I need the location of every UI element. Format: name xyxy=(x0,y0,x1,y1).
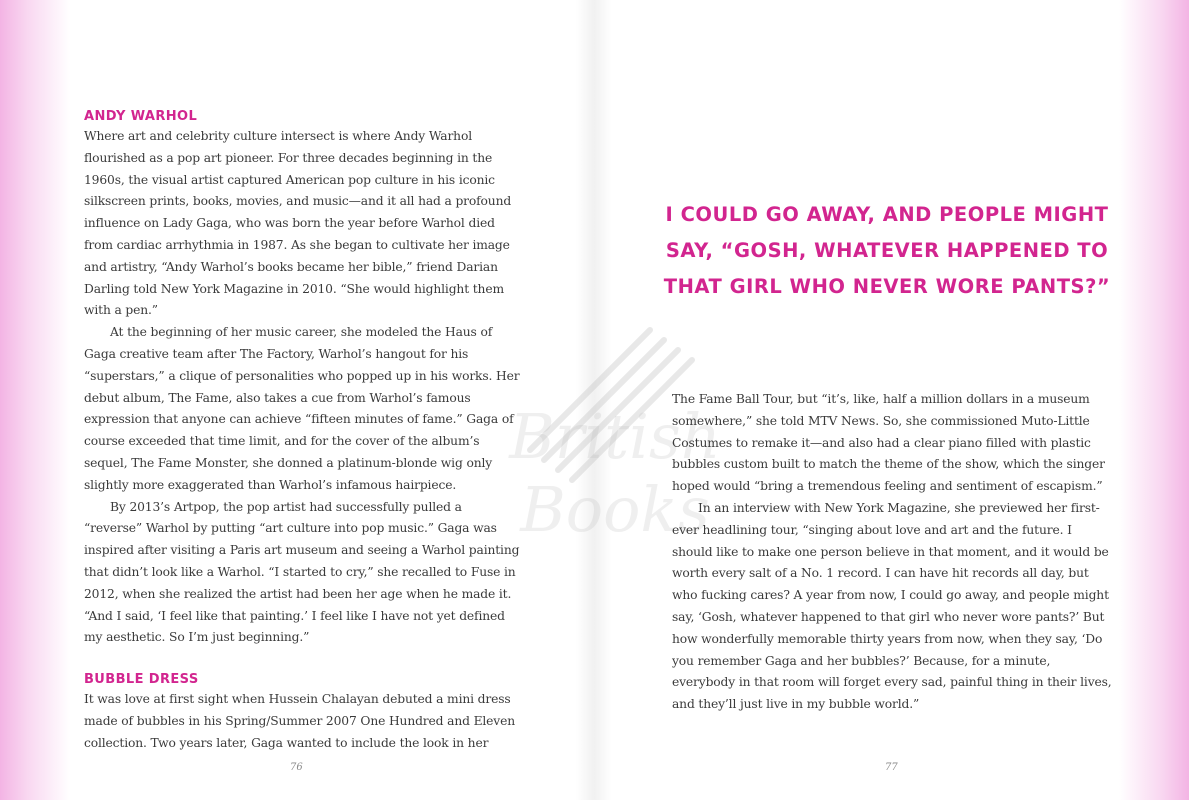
section-heading-bubble-dress: BUBBLE DRESS xyxy=(84,672,199,688)
paragraph: Where art and celebrity culture intersect is where Andy Warhol flourished as a pop art pioneer. For three decades beginning in the 1960s, the visual artist captured American pop culture in his iconic silkscreen prints, books, movies, and music—and it all had a profound influence on Lady Gaga, who was born the year before Warhol died from cardiac arrhythmia in 1987. As she began to cultivate her image and artistry, “Andy Warhol’s books became her bible,” friend Darian Darling told New York Magazine in 2010. “She would highlight them with a pen.” xyxy=(84,129,512,318)
right-page-column xyxy=(672,389,1112,716)
watermark-text: British Books xyxy=(509,400,721,546)
paragraph: In an interview with New York Magazine, she previewed her first-ever headlining tour, “singing about love and art and the future. I should like to make one person believe in that moment, and it would be worth every salt of a No. 1 record. I can have hit records all day, but who fucking cares? A year from now, I could go away, and people might say, ‘Gosh, whatever happened to that girl who never wore pants?’ But how wonderfully memorable thirty years from now, when they say, ‘Do you remember Gaga and her bubbles?’ Because, for a minute, everybody in that room will forget every sad, painful thing in their lives, and they’ll just live in my bubble world.” xyxy=(672,500,1112,712)
page-edge-right xyxy=(1119,0,1189,800)
paragraph: It was love at first sight when Hussein Chalayan debuted a mini dress made of bubbles in his Spring/Summer 2007 One Hundred and Eleven collection. Two years later, Gaga wanted to include the look in her xyxy=(84,692,516,750)
paragraph: At the beginning of her music career, she modeled the Haus of Gaga creative team after The Factory, Warhol’s hangout for his “superstars,” a clique of personalities who popped up in his works. Her debut album, The Fame, also takes a cue from Warhol’s famous expression that anyone can achieve “fifteen minutes of fame.” Gaga of course exceeded that time limit, and for the cover of the album’s sequel, The Fame Monster, she donned a platinum-blonde wig only slightly more exaggerated than Warhol’s infamous hairpiece. xyxy=(84,325,520,492)
paragraph: The Fame Ball Tour, but “it’s, like, half a million dollars in a museum somewhere,” she told MTV News. So, she commissioned Muto-Little Costumes to remake it—and also had a clear piano filled with plastic bubbles custom built to match the theme of the show, which the singer hoped would “bring a tremendous feeling and sentiment of escapism.” xyxy=(672,392,1105,494)
page-edge-left xyxy=(0,0,70,800)
paragraph: By 2013’s Artpop, the pop artist had successfully pulled a “reverse” Warhol by putting “art culture into pop music.” Gaga was inspired after visiting a Paris art museum and seeing a Warhol painting that didn’t look like a Warhol. “I started to cry,” she recalled to Fuse in 2012, when she realized the artist had been her age when he made it. “And I said, ‘I feel like that painting.’ I feel like I have not yet defined my aesthetic. So I’m just beginning.” xyxy=(84,499,520,645)
page-number-left: 76 xyxy=(290,762,303,773)
left-page-column xyxy=(84,108,520,755)
pull-quote: I COULD GO AWAY, AND PEOPLE MIGHT SAY, “GOSH, WHATEVER HAPPENED TO THAT GIRL WHO NEVER WORE PANTS?” xyxy=(663,203,1111,298)
section-heading-andy-warhol: ANDY WARHOL xyxy=(84,109,198,124)
page-number-right: 77 xyxy=(885,762,898,773)
